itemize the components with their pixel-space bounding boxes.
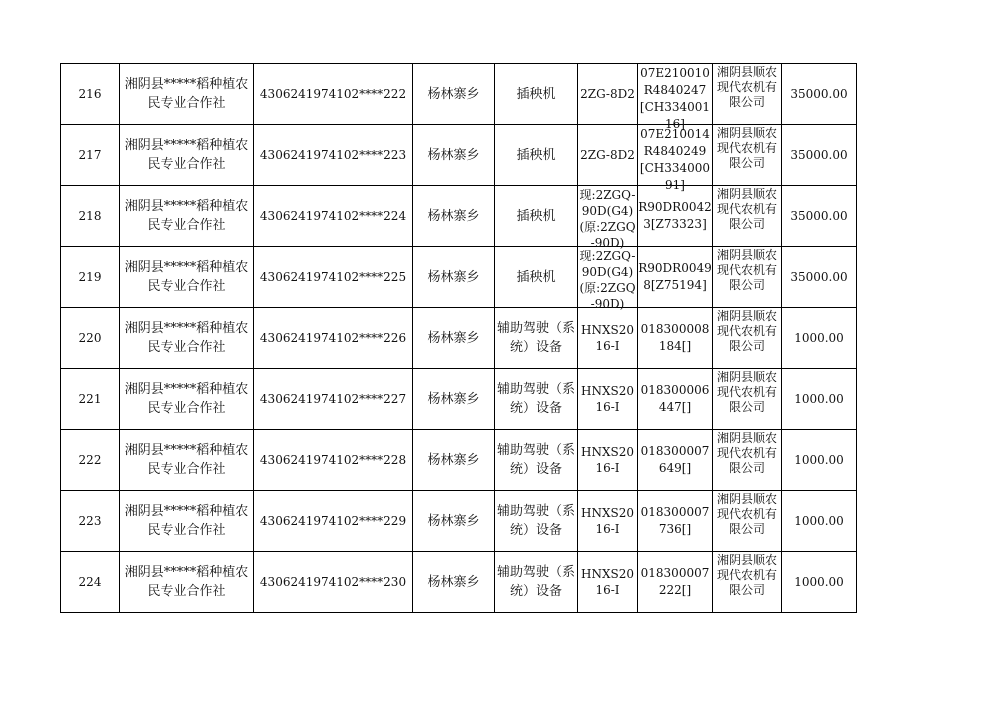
machine-type-cell-text: 辅助驾驶（系统）设备 <box>496 443 575 477</box>
applicant-name-cell-text: 湘阴县*****稻种植农民专业合作社 <box>124 321 249 355</box>
applicant-name-cell <box>120 308 254 369</box>
applicant-name-cell-text: 湘阴县*****稻种植农民专业合作社 <box>124 504 249 538</box>
dealer-cell <box>713 369 782 430</box>
township-cell-text: 杨林寨乡 <box>427 574 480 590</box>
subsidy-amount-cell-text: 1000.00 <box>794 391 844 406</box>
applicant-name-cell-text: 湘阴县*****稻种植农民专业合作社 <box>124 382 249 416</box>
id-number-cell <box>254 491 413 552</box>
dealer-cell-text: 湘阴县顺农现代农机有限公司 <box>716 126 777 170</box>
applicant-name-cell <box>120 186 254 247</box>
subsidy-table <box>60 63 857 613</box>
table-row <box>61 64 857 125</box>
row-number-cell-text: 219 <box>78 269 102 284</box>
subsidy-amount-cell <box>782 430 857 491</box>
dealer-cell <box>713 247 782 308</box>
id-number-cell <box>254 308 413 369</box>
applicant-name-cell <box>120 552 254 613</box>
applicant-name-cell <box>120 369 254 430</box>
township-cell-text: 杨林寨乡 <box>427 330 480 346</box>
machine-type-cell <box>495 125 578 186</box>
dealer-cell-text: 湘阴县顺农现代农机有限公司 <box>716 187 777 231</box>
subsidy-amount-cell-text: 35000.00 <box>790 86 848 101</box>
id-number-cell <box>254 186 413 247</box>
dealer-cell-text: 湘阴县顺农现代农机有限公司 <box>716 370 777 414</box>
serial-number-cell <box>638 247 713 308</box>
machine-type-cell-text: 辅助驾驶（系统）设备 <box>496 565 575 599</box>
serial-number-cell-text: R90DR00423[Z73323] <box>638 200 712 231</box>
model-cell-text: 2ZG-8D2 <box>580 87 635 101</box>
township-cell <box>413 247 495 308</box>
machine-type-cell-text: 辅助驾驶（系统）设备 <box>496 321 575 355</box>
dealer-cell <box>713 64 782 125</box>
applicant-name-cell <box>120 491 254 552</box>
township-cell <box>413 308 495 369</box>
township-cell-text: 杨林寨乡 <box>427 147 480 163</box>
machine-type-cell-text: 插秧机 <box>516 86 556 102</box>
applicant-name-cell <box>120 430 254 491</box>
dealer-cell <box>713 430 782 491</box>
model-cell <box>578 186 638 250</box>
row-number-cell-text: 218 <box>78 208 102 223</box>
model-cell-text: 现:2ZGQ-90D(G4)(原:2ZGQ-90D) <box>579 188 636 250</box>
model-cell-text: HNXS2016-I <box>581 384 634 414</box>
table-row <box>61 247 857 308</box>
serial-number-cell-text: 018300007649[] <box>640 444 710 475</box>
id-number-cell-text: 4306241974102****223 <box>259 147 407 162</box>
serial-number-cell <box>638 491 713 552</box>
township-cell <box>413 552 495 613</box>
serial-number-cell-text: 07E210010R4840247[CH33400116] <box>639 66 711 131</box>
serial-number-cell <box>638 125 713 192</box>
id-number-cell <box>254 247 413 308</box>
id-number-cell <box>254 552 413 613</box>
serial-number-cell <box>638 186 713 247</box>
id-number-cell-text: 4306241974102****228 <box>259 452 407 467</box>
row-number-cell-text: 224 <box>78 574 102 589</box>
id-number-cell <box>254 64 413 125</box>
dealer-cell-text: 湘阴县顺农现代农机有限公司 <box>716 309 777 353</box>
subsidy-amount-cell <box>782 125 857 186</box>
model-cell <box>578 308 638 369</box>
machine-type-cell <box>495 308 578 369</box>
dealer-cell-text: 湘阴县顺农现代农机有限公司 <box>716 553 777 597</box>
row-number-cell-text: 223 <box>78 513 102 528</box>
applicant-name-cell-text: 湘阴县*****稻种植农民专业合作社 <box>124 565 249 599</box>
id-number-cell-text: 4306241974102****224 <box>259 208 407 223</box>
model-cell <box>578 64 638 125</box>
township-cell-text: 杨林寨乡 <box>427 269 480 285</box>
township-cell <box>413 430 495 491</box>
applicant-name-cell-text: 湘阴县*****稻种植农民专业合作社 <box>124 199 249 233</box>
township-cell-text: 杨林寨乡 <box>427 452 480 468</box>
model-cell-text: HNXS2016-I <box>581 567 634 597</box>
township-cell <box>413 186 495 247</box>
subsidy-amount-cell-text: 1000.00 <box>794 452 844 467</box>
township-cell <box>413 125 495 186</box>
machine-type-cell <box>495 491 578 552</box>
table-row <box>61 491 857 552</box>
model-cell <box>578 491 638 552</box>
id-number-cell <box>254 369 413 430</box>
row-number-cell-text: 217 <box>78 147 102 162</box>
row-number-cell-text: 221 <box>78 391 102 406</box>
dealer-cell <box>713 186 782 247</box>
serial-number-cell <box>638 369 713 430</box>
subsidy-amount-cell-text: 35000.00 <box>790 147 848 162</box>
subsidy-amount-cell-text: 1000.00 <box>794 574 844 589</box>
township-cell-text: 杨林寨乡 <box>427 513 480 529</box>
table-row <box>61 552 857 613</box>
model-cell <box>578 369 638 430</box>
applicant-name-cell-text: 湘阴县*****稻种植农民专业合作社 <box>124 77 249 111</box>
row-number-cell-text: 216 <box>78 86 102 101</box>
row-number-cell <box>61 491 120 552</box>
row-number-cell <box>61 552 120 613</box>
township-cell-text: 杨林寨乡 <box>427 208 480 224</box>
applicant-name-cell-text: 湘阴县*****稻种植农民专业合作社 <box>124 443 249 477</box>
id-number-cell <box>254 430 413 491</box>
subsidy-amount-cell <box>782 186 857 247</box>
row-number-cell <box>61 430 120 491</box>
township-cell <box>413 491 495 552</box>
row-number-cell-text: 220 <box>78 330 102 345</box>
machine-type-cell-text: 插秧机 <box>516 147 556 163</box>
subsidy-amount-cell-text: 1000.00 <box>794 330 844 345</box>
dealer-cell-text: 湘阴县顺农现代农机有限公司 <box>716 65 777 109</box>
row-number-cell <box>61 369 120 430</box>
serial-number-cell <box>638 430 713 491</box>
subsidy-amount-cell <box>782 247 857 308</box>
serial-number-cell <box>638 64 713 131</box>
model-cell-text: 现:2ZGQ-90D(G4)(原:2ZGQ-90D) <box>579 249 636 311</box>
dealer-cell-text: 湘阴县顺农现代农机有限公司 <box>716 248 777 292</box>
machine-type-cell-text: 插秧机 <box>516 208 556 224</box>
model-cell-text: HNXS2016-I <box>581 506 634 536</box>
id-number-cell-text: 4306241974102****229 <box>259 513 407 528</box>
dealer-cell-text: 湘阴县顺农现代农机有限公司 <box>716 492 777 536</box>
serial-number-cell-text: R90DR00498[Z75194] <box>638 261 712 292</box>
serial-number-cell-text: 07E210014R4840249[CH33400091] <box>639 127 711 192</box>
subsidy-amount-cell-text: 1000.00 <box>794 513 844 528</box>
machine-type-cell <box>495 186 578 247</box>
machine-type-cell <box>495 430 578 491</box>
applicant-name-cell <box>120 64 254 125</box>
id-number-cell-text: 4306241974102****222 <box>259 86 407 101</box>
row-number-cell <box>61 247 120 308</box>
subsidy-amount-cell <box>782 552 857 613</box>
applicant-name-cell-text: 湘阴县*****稻种植农民专业合作社 <box>124 138 249 172</box>
serial-number-cell-text: 018300007736[] <box>640 505 710 536</box>
model-cell <box>578 125 638 186</box>
dealer-cell-text: 湘阴县顺农现代农机有限公司 <box>716 431 777 475</box>
subsidy-amount-cell <box>782 369 857 430</box>
table-row <box>61 186 857 247</box>
applicant-name-cell-text: 湘阴县*****稻种植农民专业合作社 <box>124 260 249 294</box>
serial-number-cell-text: 018300007222[] <box>640 566 710 597</box>
model-cell-text: HNXS2016-I <box>581 323 634 353</box>
subsidy-amount-cell <box>782 308 857 369</box>
dealer-cell <box>713 308 782 369</box>
serial-number-cell-text: 018300008184[] <box>640 322 710 353</box>
row-number-cell <box>61 186 120 247</box>
machine-type-cell-text: 插秧机 <box>516 269 556 285</box>
row-number-cell <box>61 125 120 186</box>
id-number-cell-text: 4306241974102****226 <box>259 330 407 345</box>
id-number-cell-text: 4306241974102****230 <box>259 574 407 589</box>
serial-number-cell <box>638 552 713 613</box>
dealer-cell <box>713 125 782 186</box>
model-cell <box>578 552 638 613</box>
row-number-cell-text: 222 <box>78 452 102 467</box>
serial-number-cell-text: 018300006447[] <box>640 383 710 414</box>
model-cell <box>578 247 638 311</box>
machine-type-cell <box>495 64 578 125</box>
row-number-cell <box>61 308 120 369</box>
township-cell-text: 杨林寨乡 <box>427 86 480 102</box>
dealer-cell <box>713 552 782 613</box>
applicant-name-cell <box>120 247 254 308</box>
township-cell <box>413 369 495 430</box>
machine-type-cell-text: 辅助驾驶（系统）设备 <box>496 382 575 416</box>
serial-number-cell <box>638 308 713 369</box>
table-row <box>61 369 857 430</box>
applicant-name-cell <box>120 125 254 186</box>
machine-type-cell-text: 辅助驾驶（系统）设备 <box>496 504 575 538</box>
table-row <box>61 125 857 186</box>
subsidy-amount-cell-text: 35000.00 <box>790 269 848 284</box>
table-row <box>61 308 857 369</box>
id-number-cell-text: 4306241974102****227 <box>259 391 407 406</box>
id-number-cell <box>254 125 413 186</box>
row-number-cell <box>61 64 120 125</box>
machine-type-cell <box>495 369 578 430</box>
subsidy-amount-cell <box>782 491 857 552</box>
table-body <box>61 64 857 613</box>
model-cell-text: HNXS2016-I <box>581 445 634 475</box>
model-cell <box>578 430 638 491</box>
dealer-cell <box>713 491 782 552</box>
subsidy-amount-cell-text: 35000.00 <box>790 208 848 223</box>
model-cell-text: 2ZG-8D2 <box>580 148 635 162</box>
machine-type-cell <box>495 552 578 613</box>
township-cell-text: 杨林寨乡 <box>427 391 480 407</box>
table-row <box>61 430 857 491</box>
subsidy-amount-cell <box>782 64 857 125</box>
machine-type-cell <box>495 247 578 308</box>
township-cell <box>413 64 495 125</box>
id-number-cell-text: 4306241974102****225 <box>259 269 407 284</box>
